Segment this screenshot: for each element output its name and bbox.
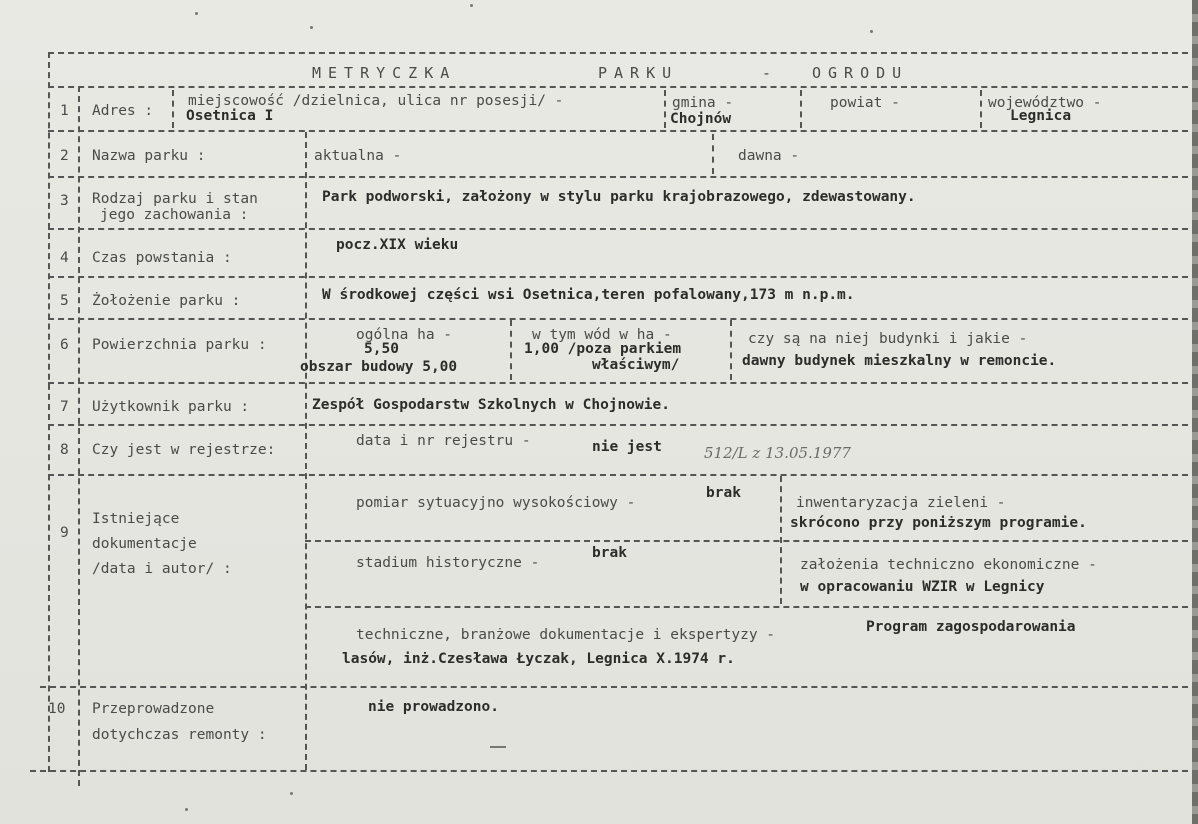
rule-r6-b — [730, 320, 732, 380]
register-value: nie jest — [592, 439, 662, 455]
green-inventory-header: inwentaryzacja zieleni - — [796, 495, 1006, 511]
rule-r9 — [780, 476, 782, 604]
renovations-label-2: dotychczas remonty : — [92, 727, 267, 743]
park-type-label-2: jego zachowania : — [100, 207, 249, 223]
title-word-2: PARKU — [598, 64, 679, 82]
row-number: 6 — [60, 337, 69, 353]
rule-row8 — [48, 474, 1188, 476]
register-header: data i nr rejestru - — [356, 433, 531, 449]
building-area-note: obszar budowy 5,00 — [300, 359, 458, 375]
buildings-header: czy są na niej budynki i jakie - — [748, 331, 1028, 347]
voivodeship-value: Legnica — [1010, 108, 1072, 124]
rule-r2 — [712, 134, 714, 174]
water-area-value: 1,00 /poza parkiem — [524, 341, 682, 357]
speck — [290, 792, 293, 795]
documentation-label: Istniejące — [92, 511, 180, 527]
row-number: 1 — [60, 103, 69, 119]
rule-row6 — [48, 382, 1188, 384]
user-value: Zespół Gospodarstw Szkolnych w Chojnowie. — [312, 397, 670, 413]
row-number: 4 — [60, 250, 69, 266]
rule-r1-a — [172, 90, 174, 128]
row-number: 10 — [48, 701, 66, 717]
voivodeship-header: województwo - — [988, 95, 1102, 111]
green-inventory-value: skrócono przy poniższym programie. — [790, 515, 1087, 531]
title-word-1: METRYCZKA — [312, 64, 457, 82]
speck — [870, 30, 873, 33]
rule-bottom — [30, 770, 1188, 772]
expertise-value-2: lasów, inż.Czesława Łyczak, Legnica X.1974 r. — [342, 651, 735, 667]
rule-top — [48, 52, 1188, 54]
rule-label-col — [305, 132, 307, 770]
park-type-value: Park podworski, założony w stylu parku krajobrazowego, zdewastowany. — [322, 189, 916, 205]
rule-row3 — [48, 228, 1188, 230]
park-type-label: Rodzaj parku i stan — [92, 191, 258, 207]
rule-r1-d — [980, 90, 982, 128]
water-area-note: właściwym/ — [592, 357, 680, 373]
buildings-value: dawny budynek mieszkalny w remoncie. — [742, 353, 1057, 369]
row-number: 5 — [60, 293, 69, 309]
rule-row1 — [48, 130, 1188, 132]
address-label: Adres : — [92, 103, 154, 119]
total-area-header: ogólna ha - — [356, 327, 453, 343]
rule-row9 — [40, 686, 1188, 688]
row-number: 7 — [60, 399, 69, 415]
renovations-label: Przeprowadzone — [92, 701, 215, 717]
rule-row9a — [305, 540, 1188, 542]
expertise-header: techniczne, branżowe dokumentacje i ekspertyzy - — [356, 627, 776, 643]
former-name-header: dawna - — [738, 148, 800, 164]
rule-title-bottom — [48, 86, 1188, 88]
creation-time-label: Czas powstania : — [92, 250, 232, 266]
current-name-header: aktualna - — [314, 148, 402, 164]
speck — [195, 12, 198, 15]
short-mark — [490, 746, 506, 748]
rule-r6-a — [510, 320, 512, 380]
gmina-value: Chojnów — [670, 111, 732, 127]
tech-econ-value: w opracowaniu WZIR w Legnicy — [800, 579, 1045, 595]
water-area-header: w tym wód w ha - — [532, 327, 672, 343]
title-dash: - — [762, 64, 779, 82]
tech-econ-header: założenia techniczno ekonomiczne - — [800, 557, 1097, 573]
powiat-header: powiat - — [830, 95, 900, 111]
park-name-label: Nazwa parku : — [92, 148, 206, 164]
history-value: brak — [592, 545, 627, 561]
survey-value: brak — [706, 485, 741, 501]
creation-time-value: pocz.XIX wieku — [336, 237, 459, 253]
rule-row2 — [48, 176, 1188, 178]
rule-row5 — [48, 318, 1188, 320]
row-number: 3 — [60, 193, 69, 209]
survey-header: pomiar sytuacyjno wysokościowy - — [356, 495, 636, 511]
speck — [185, 808, 188, 811]
documentation-label-2: dokumentacje — [92, 536, 197, 552]
locality-value: Osetnica I — [186, 108, 274, 124]
rule-r1-b — [664, 90, 666, 128]
area-label: Powierzchnia parku : — [92, 337, 267, 353]
rule-left — [48, 52, 50, 772]
rule-row9b — [305, 606, 1188, 608]
history-header: stadium historyczne - — [356, 555, 540, 571]
total-area-value: 5,50 — [364, 341, 399, 357]
location-label: Żołożenie parku : — [92, 293, 241, 309]
handwritten-register-note: 512/L z 13.05.1977 — [704, 444, 851, 462]
user-label: Użytkownik parku : — [92, 399, 250, 415]
location-value: W środkowej części wsi Osetnica,teren pofalowany,173 m n.p.m. — [322, 287, 855, 303]
rule-row7 — [48, 424, 1188, 426]
rule-row4 — [48, 276, 1188, 278]
title-word-3: OGRODU — [812, 64, 909, 82]
locality-header: miejscowość /dzielnica, ulica nr posesji/ - — [188, 93, 564, 109]
gmina-header: gmina - — [672, 95, 734, 111]
documentation-label-3: /data i autor/ : — [92, 561, 232, 577]
page-edge — [1192, 0, 1198, 824]
row-number: 9 — [60, 525, 69, 541]
row-number: 8 — [60, 442, 69, 458]
rule-r1-c — [800, 90, 802, 128]
register-label: Czy jest w rejestrze: — [92, 442, 276, 458]
speck — [310, 26, 313, 29]
row-number: 2 — [60, 148, 69, 164]
speck — [470, 4, 473, 7]
renovations-value: nie prowadzono. — [368, 699, 499, 715]
expertise-value: Program zagospodarowania — [866, 619, 1076, 635]
rule-num-col — [78, 86, 80, 786]
